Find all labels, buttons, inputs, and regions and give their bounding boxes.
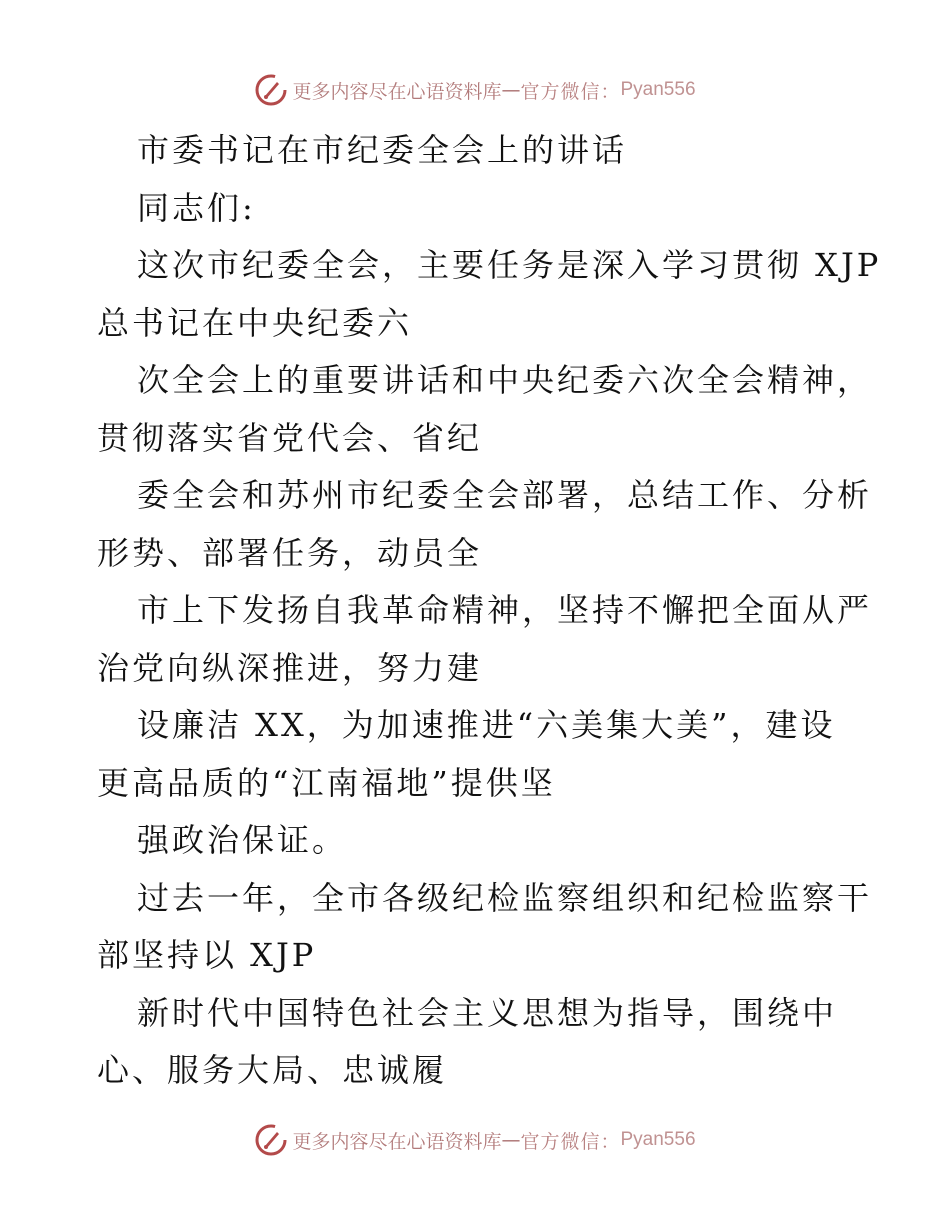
body-line: 设廉洁 XX，为加速推进“六美集大美”，建设 — [137, 706, 836, 744]
body-line: 部坚持以 XJP — [97, 936, 317, 974]
body-line: 委全会和苏州市纪委全会部署，总结工作、分析 — [137, 476, 873, 514]
body-line: 过去一年，全市各级纪检监察组织和纪检监察干 — [137, 878, 873, 917]
body-line: 形势、部署任务，动员全 — [97, 533, 483, 572]
salutation: 同志们: — [137, 188, 256, 227]
body-line: 市上下发扬自我革命精神，坚持不懈把全面从严 — [137, 591, 873, 629]
body-line: 强政治保证。 — [137, 821, 348, 859]
banner-wechat-label: 官方微信： — [520, 1130, 621, 1153]
body-line: 心、服务大局、忠诚履 — [97, 1051, 448, 1089]
document-title: 市委书记在市纪委全会上的讲话 — [137, 131, 628, 169]
banner-brand-text: 更多内容尽在心语资料库 — [292, 1130, 502, 1153]
body-line: 贯彻落实省党代会、省纪 — [97, 418, 483, 457]
banner-brand-text: 更多内容尽在心语资料库 — [292, 80, 502, 103]
body-line: 总书记在中央纪委六 — [97, 303, 413, 342]
banner-separator: — — [501, 79, 521, 101]
brand-logo-icon — [254, 73, 288, 107]
banner-wechat-id: Pyan556 — [620, 1129, 696, 1150]
body-line: 这次市纪委全会，主要任务是深入学习贯彻 XJP — [137, 246, 882, 284]
brand-logo-icon — [254, 1123, 288, 1157]
header-watermark-banner — [0, 70, 950, 110]
banner-wechat-id: Pyan556 — [620, 79, 696, 100]
footer-watermark-banner — [0, 1120, 950, 1160]
document-body — [97, 122, 882, 1100]
banner-separator: — — [501, 1129, 521, 1151]
body-line: 更高品质的“江南福地”提供坚 — [97, 763, 556, 802]
body-line: 新时代中国特色社会主义思想为指导，围绕中 — [137, 993, 838, 1032]
body-line: 治党向纵深推进，努力建 — [97, 648, 483, 687]
banner-wechat-label: 官方微信： — [520, 80, 621, 103]
body-line: 次全会上的重要讲话和中央纪委六次全会精神， — [137, 361, 873, 399]
